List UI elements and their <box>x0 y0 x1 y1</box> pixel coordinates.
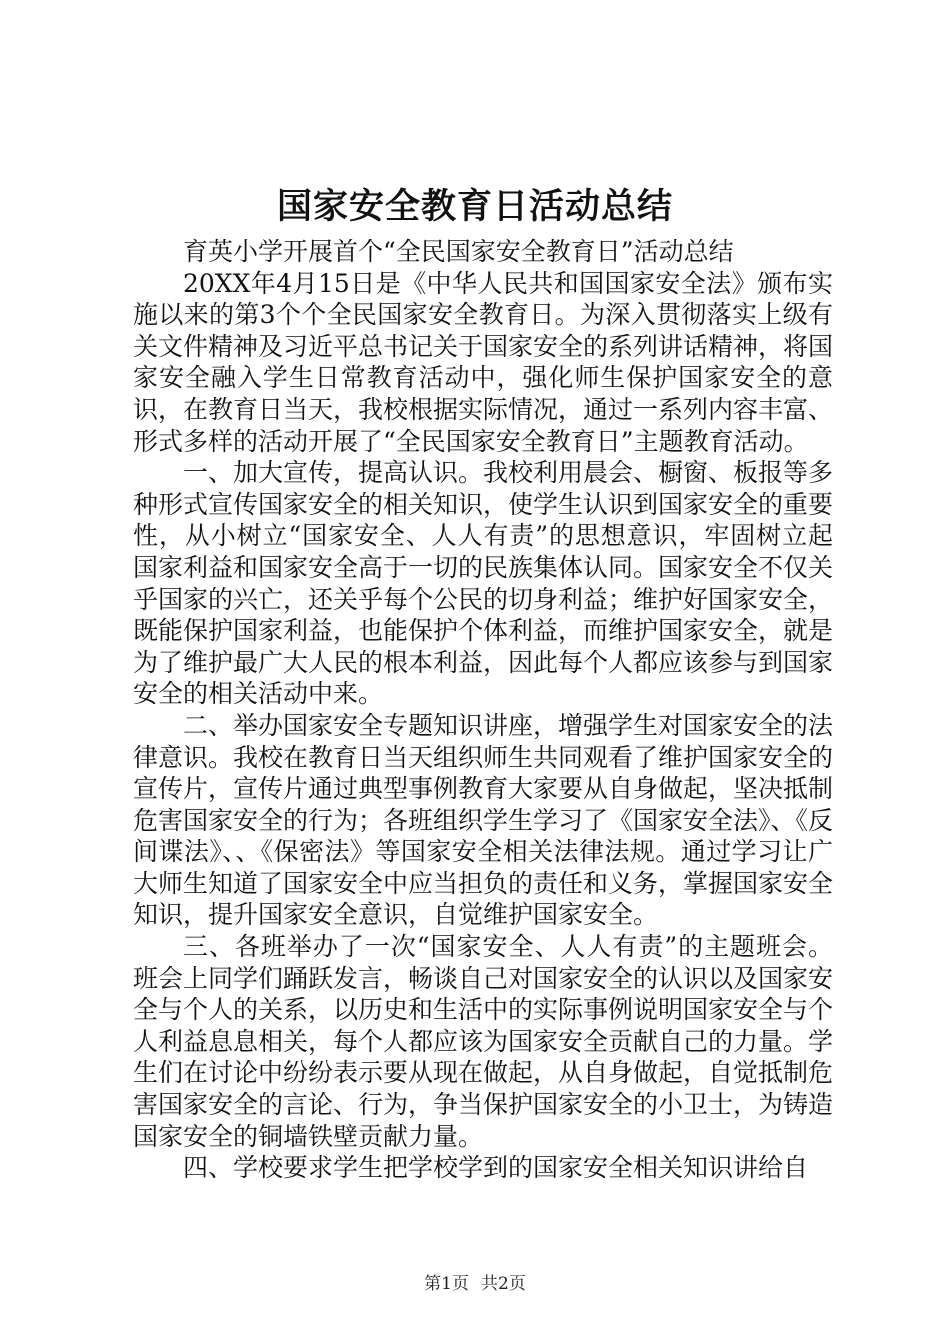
section-one-paragraph: 一、加大宣传，提高认识。我校利用晨会、橱窗、板报等多种形式宣传国家安全的相关知识，使学生认识到国家安全的重要性，从小树立“国家安全、人人有责”的思想意识，牢固树立起国家利益和国家安全高于一切的民族集体认同。国家安全不仅关乎国家的兴亡，还关乎每个公民的切身利益；维护好国家安全，既能保护国家利益，也能保护个体利益，而维护国家安全，就是为了维护最广大人民的根本利益，因此每个人都应该参与到国家安全的相关活动中来。 <box>133 458 834 709</box>
document-title: 国家安全教育日活动总结 <box>276 186 673 227</box>
page-number-current: 第1页 <box>424 1274 469 1294</box>
intro-paragraph: 20XX年4月15日是《中华人民共和国国家安全法》颁布实施以来的第3个个全民国家安全教育日。为深入贯彻落实上级有关文件精神及习近平总书记关于国家安全的系列讲话精神，将国家安全融入学生日常教育活动中，强化师生保护国家安全的意识，在教育日当天，我校根据实际情况，通过一系列内容丰富、形式多样的活动开展了“全民国家安全教育日”主题教育活动。 <box>133 268 834 456</box>
section-four-paragraph: 四、学校要求学生把学校学到的国家安全相关知识讲给自 <box>183 1153 809 1183</box>
page-number-total: 共2页 <box>481 1274 526 1294</box>
subtitle-paragraph: 育英小学开展首个“全民国家安全教育日”活动总结 <box>183 237 734 266</box>
section-three-paragraph: 三、各班举办了一次“国家安全、人人有责”的主题班会。班会上同学们踊跃发言，畅谈自己对国家安全的认识以及国家安全与个人的关系，以历史和生活中的实际事例说明国家安全与个人利益息息相关，每个人都应该为国家安全贡献自己的力量。学生们在讨论中纷纷表示要从现在做起，从自身做起，自觉抵制危害国家安全的言论、行为，争当保护国家安全的小卫士，为铸造国家安全的铜墙铁壁贡献力量。 <box>133 932 834 1151</box>
page-footer <box>0 1272 950 1296</box>
section-two-paragraph: 二、举办国家安全专题知识讲座，增强学生对国家安全的法律意识。我校在教育日当天组织师生共同观看了维护国家安全的宣传片，宣传片通过典型事例教育大家要从自身做起，坚决抵制危害国家安全的行为；各班组织学生学习了《国家安全法》、《反间谍法》、、《保密法》等国家安全相关法律法规。通过学习让广大师生知道了国家安全中应当担负的责任和义务，掌握国家安全知识，提升国家安全意识，自觉维护国家安全。 <box>133 710 834 930</box>
document-body <box>133 236 833 1184</box>
